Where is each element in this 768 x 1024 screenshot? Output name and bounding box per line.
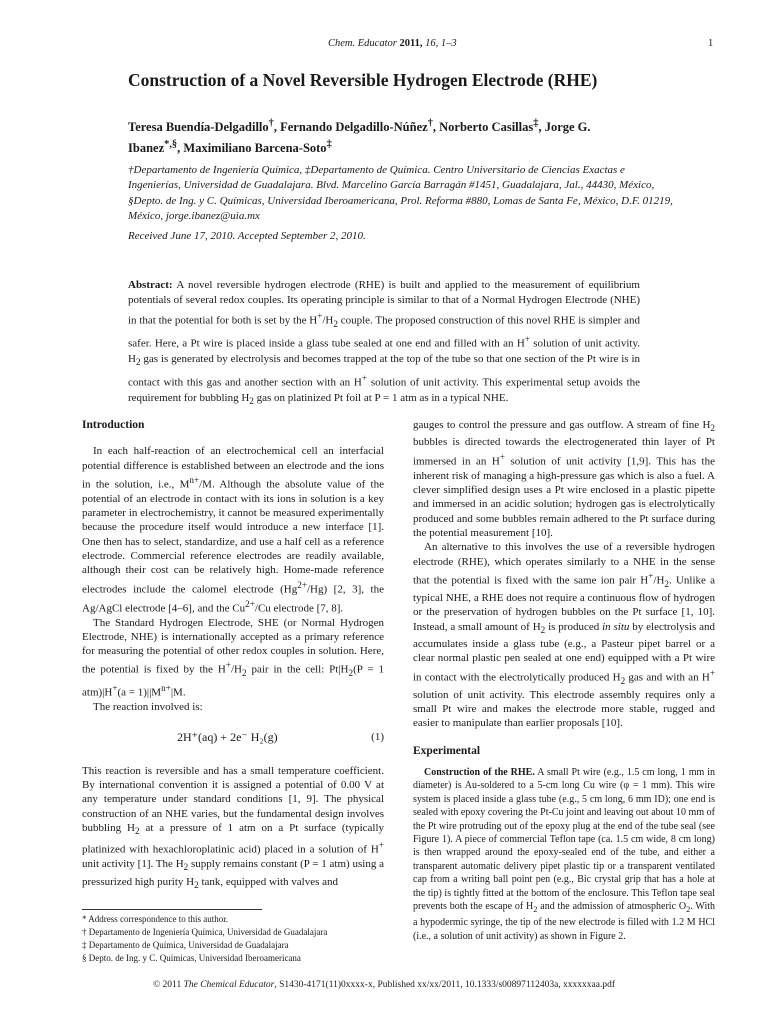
intro-paragraph-6: An alternative to this involves the use of a reversible hydrogen electrode (RHE), which operates similarly to a NHE in the sense that the potential is fixed with the same ion pair $H^+/H_2$. Unlike a typical NHE, a RHE does not require a continuous flow of hydrogen or the preservation of hydrogen bubbles on the Pt surface [1, 10]. Instead, a small amount of $H_2$ is produced in situ by electrolysis and accumulates inside a glass tube (e.g., a Pasteur pipet barrel or a clear normal plastic pen sealed at one end) equipped with a Pt wire in contact with the electrolytically produced $H_2$ gas and with an H+ solution of unit activity. This electrode assembly requires only a small Pt wire and makes the electrode more stable, rugged and easier to manipulate than earlier proposals [10]. [413,541,715,730]
footnote-correspondence: * Address correspondence to this author. [82,914,228,924]
footnote-divider [82,909,262,910]
section-heading-experimental: Experimental [413,744,481,757]
paper-title: Construction of a Novel Reversible Hydrogen Electrode (RHE) [128,70,598,90]
intro-paragraph-4: This reaction is reversible and has a small temperature coefficient. By international convention it is assigned a potential of 0.00 V at any temperature under standard conditions [1, 9]. The physical construction of an NHE varies, but the fundamental design involves bubbling $H_2$ at a pressure of 1 atm on a Pt surface (typically platinized with hexachloroplatinic acid) placed in a solution of H+ unit activity [1]. The $H_2$ supply remains constant (P = 1 atm) using a pressurized high purity $H_2$ tank, equipped with valves and [82,764,385,891]
experimental-paragraph-1: Construction of the RHE. A small Pt wire (e.g., 1.5 cm long, 1 mm in diameter) is Au-soldered to a 5-cm long Cu wire (φ = 1 mm). This wire system is placed inside a glass tube (e.g., 5 cm long, 6 mm ID); one end is sealed with epoxy covering the Pt-Cu joint and leaving out about 10 mm of the Pt wire protruding out of the epoxy plug at the end of the tube seal (see Figure 1). A piece of commercial Teflon tape (ca. 1.5 cm wide, 8 cm long) is then wrapped around the epoxy-sealed end of the tube, and either a transparent automatic delivery pipet plastic tip or a transparent ventilated cap from a writing ball point pen (e.g., Bic crystal grip that has a hole at the tip) is tightly fitted at the bottom of the enclosure. This Teflon tape seal prevents both the escape of $H_2$ and the admission of atmospheric $O_2$. With a hypodermic syringe, the tip of the new electrode is filled with 1.2 M HCl (i.e., a solution of unit activity) as shown in Figure 2. [413,766,715,942]
equation-expression: 2H⁺(aq) + 2e⁻ H₂(g) [177,729,278,744]
intro-paragraph-5: gauges to control the pressure and gas outflow. A stream of fine $H_2$ bubbles is directed towards the electrogenerated thin layer of Pt immersed in an H+ solution of unit activity [1,9]. This has the inherent risk of managing a high-pressure gas which is also a fuel. A clever simplified design uses a Pt wire enclosed in a plastic pipette and immersed in an acidic solution; hydrogen gas is electrolytically produced and some bubbles remain adhered to the Pt surface during the potential measurement [10]. [413,419,715,539]
left-column [82,418,384,892]
author-list: Teresa Buendía-Delgadillo†, Fernando Delgadillo-Núñez†, Norberto Casillas‡, Jorge G. Ibanez*,§, Maximiliano Barcena-Soto‡ [128,118,591,156]
section-heading-introduction: Introduction [82,419,145,431]
equation-number: (1) [371,730,384,743]
received-dates: Received June 17, 2010. Accepted September 2, 2010. [128,230,366,242]
footnotes [82,913,384,965]
footnote-affiliation-1: † Departamento de Ingeniería Química, Universidad de Guadalajara [82,926,328,937]
running-header [0,38,768,54]
equation-1 [82,714,384,764]
intro-paragraph-3: The reaction involved is: [93,700,203,713]
page-footer: © 2011 The Chemical Educator, S1430-4171(11)0xxxx-x, Published xx/xx/2011, 10.1333/s00897112403a, xxxxxxaa.pdf [152,980,616,990]
intro-paragraph-1: In each half-reaction of an electrochemical cell an interfacial potential difference is established between an electrode and the ions in the solution, i.e., $M^{n+}/M$. Although the absolute value of the potential of an electrode in contact with its ions in solution is a key parameter in electrochemistry, it cannot be measured experimentally because the procedure itself would introduce a new interface [1]. One then has to select, standardize, and use a half cell as a reference electrode. Commercial reference electrodes are readily available, although their cost can be relatively high. Home-made reference electrodes include the calomel electrode $(Hg^{2+}/Hg)$ [2, 3], the Ag/AgCl electrode [4–6], and the $Cu^{2+}/Cu$ electrode [7, 8]. [82,445,384,615]
right-column [413,418,715,943]
footnote-affiliation-2: ‡ Departamento de Química, Universidad de Guadalajara [82,939,289,950]
abstract: Abstract: A novel reversible hydrogen electrode (RHE) is built and applied to the measurement of equilibrium potentials of several redox couples. Its operating principle is similar to that of a Normal Hydrogen Electrode (NHE) in that the potential for both is set by the $H^+/H_2$ couple. The proposed construction of this novel RHE is simpler and safer. Here, a Pt wire is placed inside a glass tube sealed at one end and filled with an H+ solution of unit activity. $H_2$ gas is generated by electrolysis and becomes trapped at the top of the tube so that one section of the Pt wire is in contact with this gas and another section with an H+ solution of unit activity. This experimental setup avoids the requirement for bubbling $H_2$ gas on platinized Pt foil at P = 1 atm as in a typical NHE. [128,279,641,406]
page-number: 1 [708,38,714,49]
affiliation: †Departamento de Ingeniería Química, ‡Departamento de Química. Centro Universitario de Ciencias Exactas e Ingenierías, Universidad de Guadalajara. Blvd. Marcelino García Barragán #1451, Guadalajara, Jal., 44430, México, §Depto. de Ing. y C. Químicas, Universidad Iberoamericana, Prol. Reforma #880, Lomas de Santa Fe, México, D.F. 01219, México, jorge.ibanez@uia.mx [128,164,673,223]
intro-paragraph-2: The Standard Hydrogen Electrode, SHE (or Normal Hydrogen Electrode, NHE) is internationally accepted as a primary reference for measuring the potential of other redox couples in solution. Here, the potential is fixed by the $H^+/H_2$ pair in the cell: $Pt|H_2(P = 1$ $atm)|H^+(a = 1)||M^{n+}|M$. [82,616,384,699]
journal-citation: Chem. Educator 2011, 16, 1–3 [328,38,457,49]
footnote-affiliation-3: § Depto. de Ing. y C. Químicas, Universidad Iberoamericana [82,952,301,963]
